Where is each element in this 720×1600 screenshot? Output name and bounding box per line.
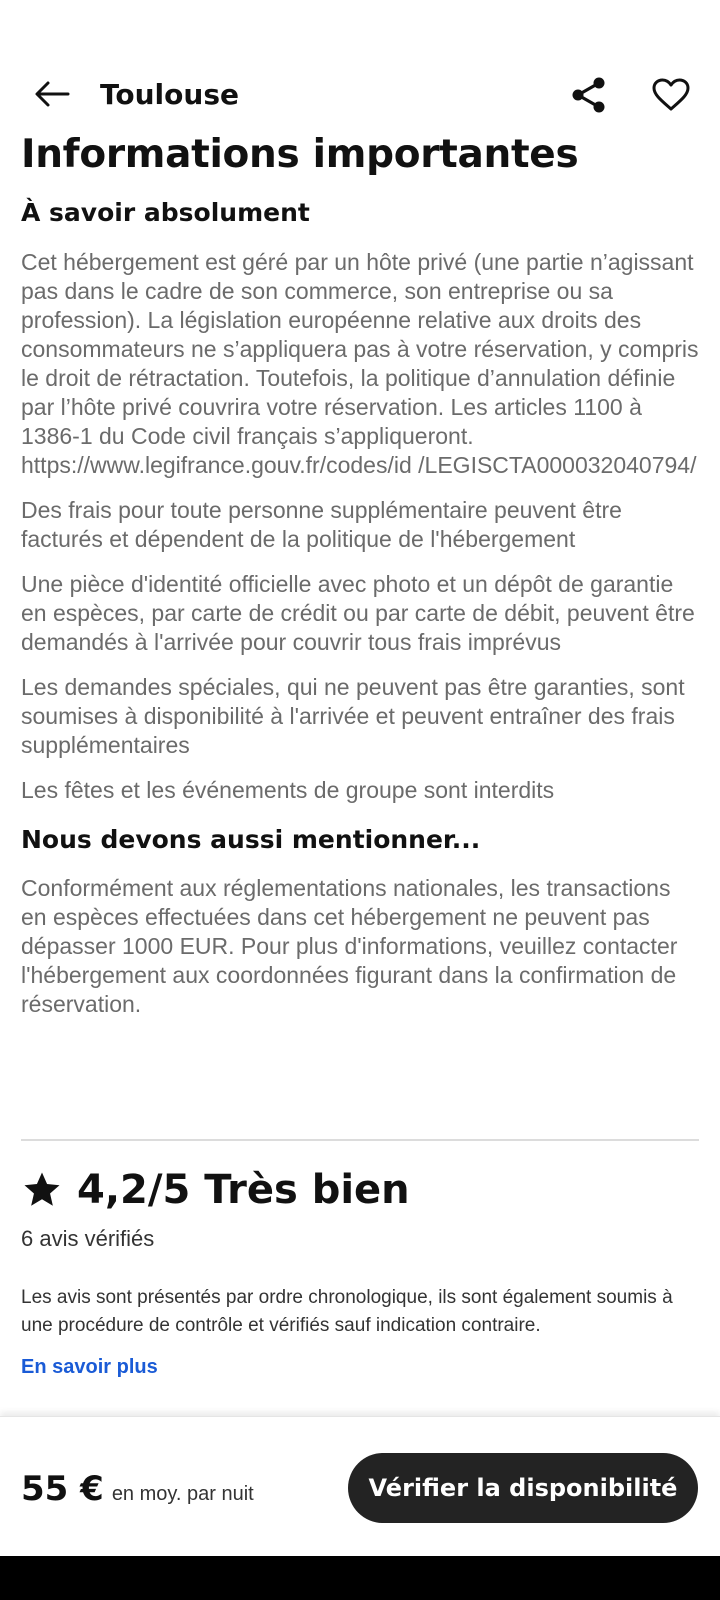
rating-score: 4,2/5 Très bien — [77, 1167, 410, 1213]
reviews-count: 6 avis vérifiés — [21, 1226, 155, 1251]
info-paragraph: Conformément aux réglementations nationales, les transactions en espèces effectuées dans cet hébergement ne peuvent pas dépasser 1000 EUR. Pour plus d'informations, veuillez contacter l'hébergement aux coordonnées figurant dans la confirmation de réservation. — [21, 875, 678, 1017]
price-suffix: en moy. par nuit — [111, 1483, 254, 1505]
status-bar — [0, 0, 720, 60]
arrow-left-icon — [34, 80, 70, 113]
check-availability-button[interactable]: Vérifier la disponibilité — [348, 1453, 698, 1523]
back-button[interactable] — [28, 76, 76, 116]
reviews-disclaimer: Les avis sont présentés par ordre chronologique, ils sont également soumis à une procédure de contrôle et vérifiés sauf indication contraire. — [21, 1287, 673, 1336]
info-paragraph: Des frais pour toute personne supplémentaire peuvent être facturés et dépendent de la politique de l'hébergement — [21, 497, 622, 552]
info-paragraph: Les demandes spéciales, qui ne peuvent pas être garanties, sont soumises à disponibilité à l'arrivée et peuvent entraîner des frais supplémentaires — [21, 674, 685, 758]
top-app-bar — [0, 60, 720, 132]
rating-summary — [21, 1162, 410, 1218]
system-nav-bar — [0, 1556, 720, 1600]
star-icon — [21, 1169, 63, 1211]
favorite-button[interactable] — [648, 74, 694, 120]
share-icon — [570, 76, 608, 119]
section-title: Informations importantes — [21, 132, 579, 177]
share-button[interactable] — [566, 74, 612, 120]
main-content — [21, 128, 701, 1019]
info-paragraph: Cet hébergement est géré par un hôte privé (une partie n’agissant pas dans le cadre de son commerce, son entreprise ou sa profession). La législation européenne relative aux droits des consommateurs ne s’appliquera pas à votre réservation, y compris le droit de rétractation. Toutefois, la politique d’annulation définie par l’hôte privé couvrira votre réservation. Les articles 1100 à 1386-1 du Code civil français s’appliqueront. https://www.legifrance.gouv.fr/codes/id /LEGISCTA000032040794/ — [21, 249, 699, 478]
learn-more-link[interactable]: En savoir plus — [21, 1356, 158, 1378]
price-block — [21, 1469, 254, 1509]
info-paragraph: Une pièce d'identité officielle avec photo et un dépôt de garantie en espèces, par carte de crédit ou par carte de débit, peuvent être demandés à l'arrivée pour couvrir tous frais imprévus — [21, 571, 695, 655]
section-heading-also-mention: Nous devons aussi mentionner... — [21, 825, 481, 854]
heart-outline-icon — [652, 78, 690, 117]
section-heading-must-know: À savoir absolument — [21, 198, 310, 227]
divider — [21, 1139, 699, 1141]
price-value: 55 € — [21, 1469, 104, 1509]
booking-bar — [0, 1416, 720, 1557]
page-title: Toulouse — [100, 78, 239, 111]
info-paragraph: Les fêtes et les événements de groupe sont interdits — [21, 777, 555, 803]
